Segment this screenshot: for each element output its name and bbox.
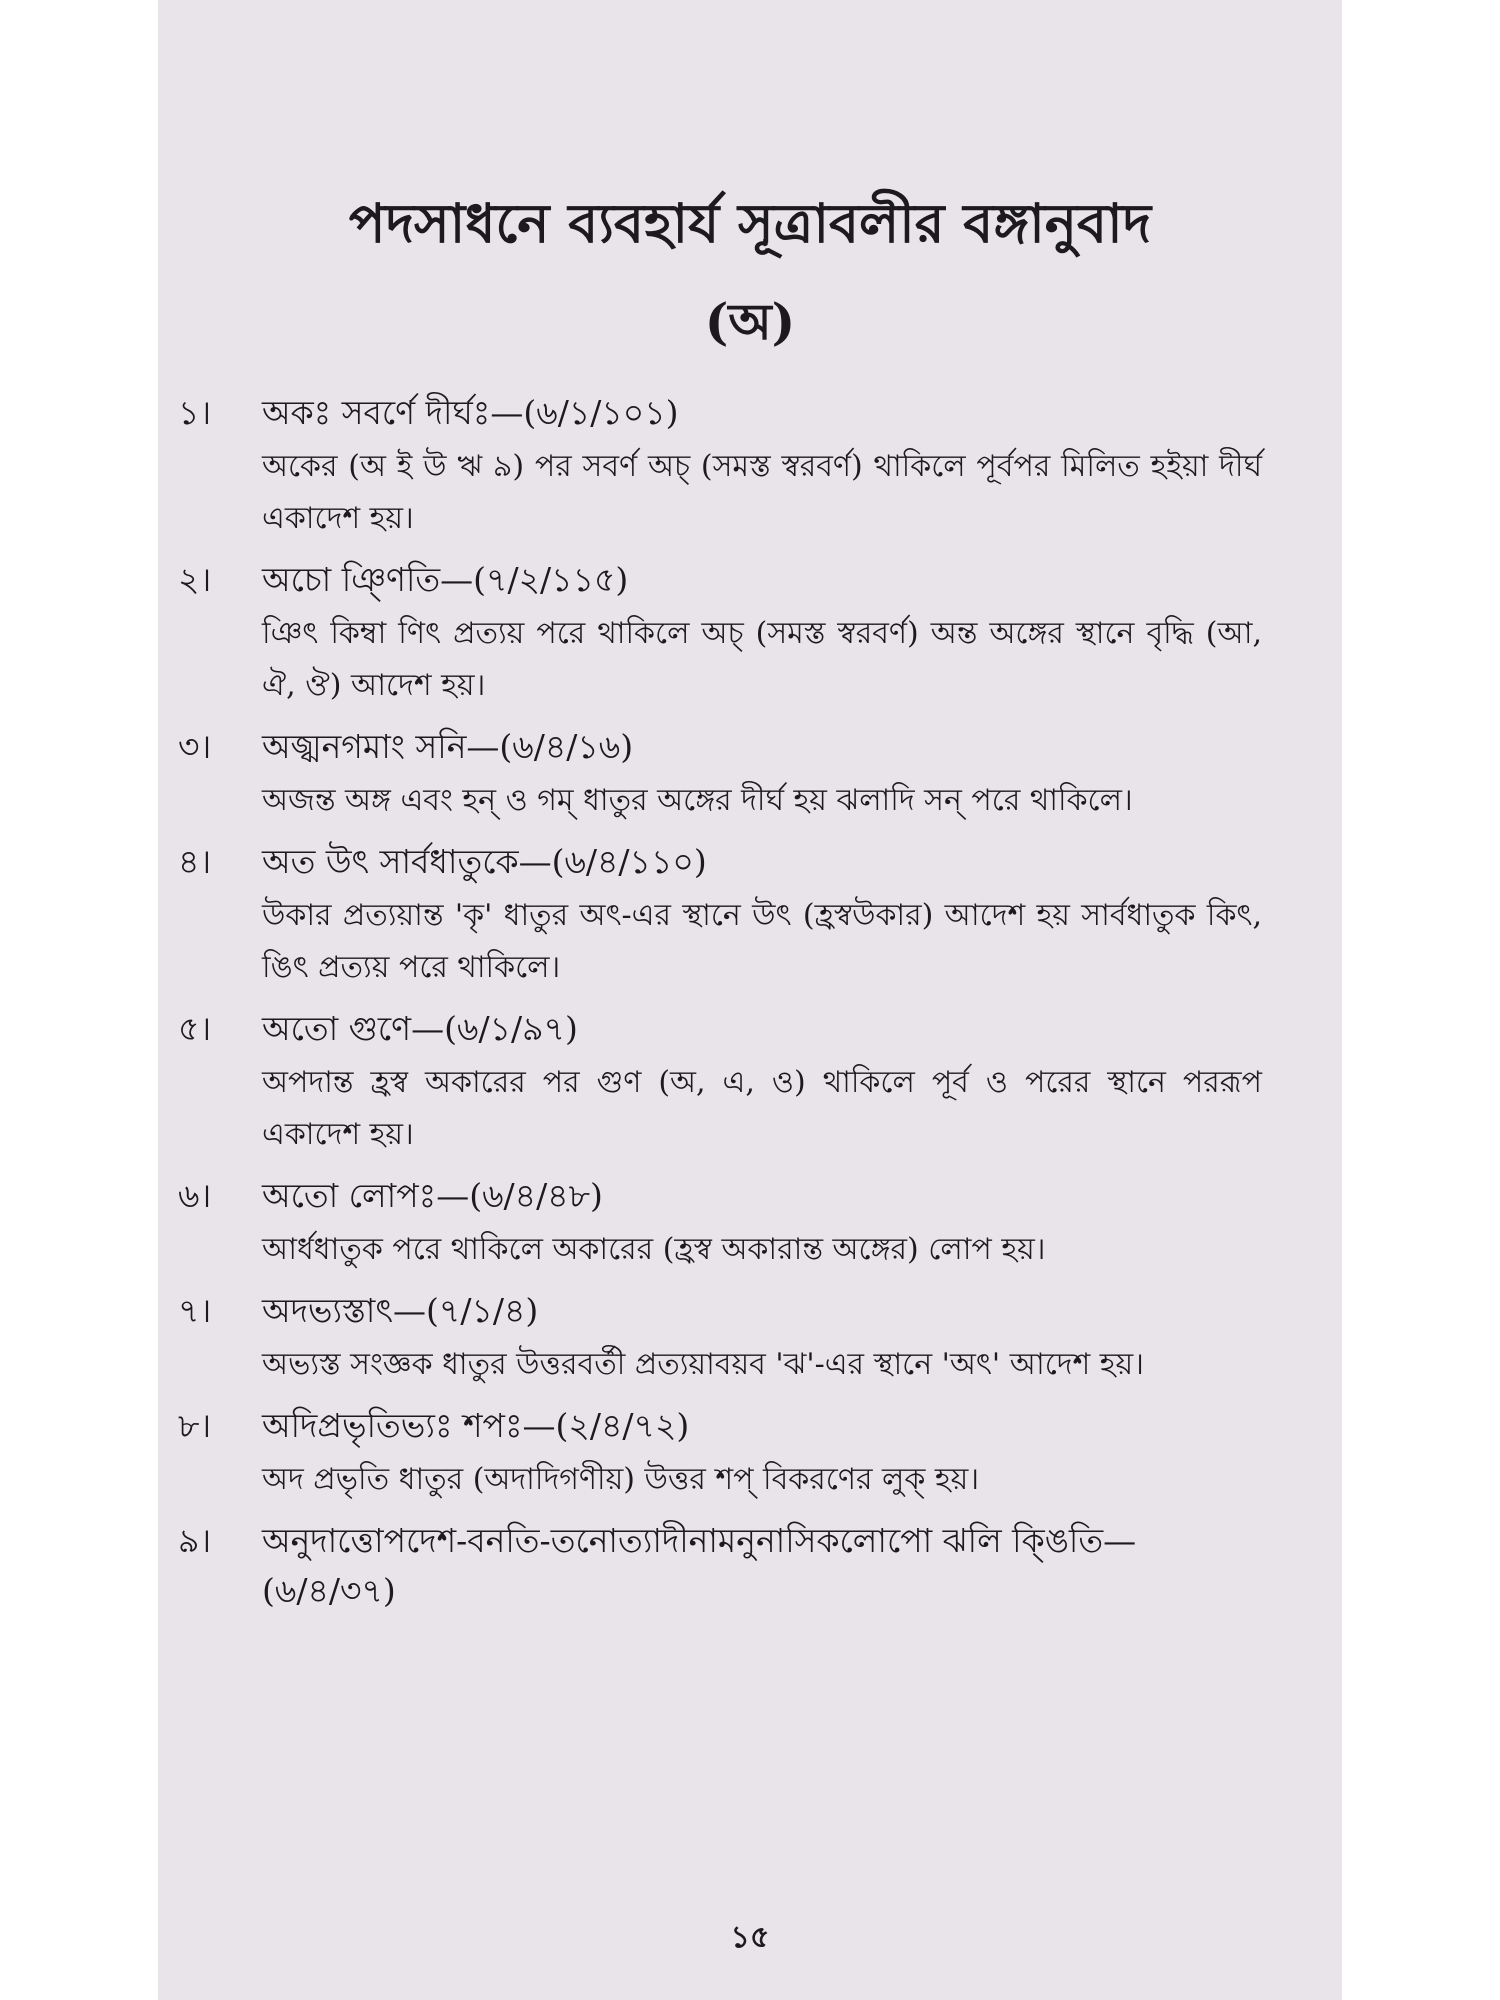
sutra-translation: অকের (অ ই উ ঋ ৯) পর সবর্ণ অচ্ (সমস্ত স্বরবর্ণ) থাকিলে পূর্বপর মিলিত হইয়া দীর্ঘ একাদেশ হয়।	[262, 449, 1262, 536]
sutra-translation: অজন্ত অঙ্গ এবং হন্ ও গম্ ধাতুর অঙ্গের দীর্ঘ হয় ঝলাদি সন্ পরে থাকিলে।	[262, 783, 1133, 818]
sutra-head	[178, 1168, 1262, 1224]
page-title: পদসাধনে ব্যবহার্য সূত্রাবলীর বঙ্গানুবাদ	[348, 191, 1152, 255]
sutra-translation: উকার প্রত্যয়ান্ত 'কৃ' ধাতুর অৎ-এর স্থানে উৎ (হ্রস্বউকার) আদেশ হয় সার্বধাতুক কিৎ, ঙিৎ প্রত্যয় পরে থাকিলে।	[262, 898, 1262, 985]
sutra-number: ২।	[178, 560, 212, 599]
sutra-head	[178, 385, 1262, 441]
sutra-entry	[178, 385, 1262, 545]
sutra-number: ৯।	[178, 1521, 212, 1560]
sutra-entry	[178, 552, 1262, 712]
sutra-head	[178, 1283, 1262, 1339]
section-heading: (অ)	[704, 292, 796, 351]
sutra-translation: ঞিৎ কিম্বা ণিৎ প্রত্যয় পরে থাকিলে অচ্ (সমস্ত স্বরবর্ণ) অন্ত অঙ্গের স্থানে বৃদ্ধি (আ, ঐ, ঔ) আদেশ হয়।	[262, 616, 1262, 703]
sutra-head	[178, 719, 1262, 775]
sutra-number: ৬।	[178, 1176, 212, 1215]
sutra-entry	[178, 719, 1262, 827]
sutra-number: ৫।	[178, 1009, 212, 1048]
sutra-text: অজ্ঝনগমাং সনি—(৬/৪/১৬)	[262, 727, 634, 766]
sutra-text: অতো গুণে—(৬/১/৯৭)	[262, 1009, 578, 1048]
sutra-translation: আর্ধধাতুক পরে থাকিলে অকারের (হ্রস্ব অকারান্ত অঙ্গের) লোপ হয়।	[262, 1232, 1046, 1267]
sutra-entry	[178, 1168, 1262, 1276]
sutra-text: অদিপ্রভৃতিভ্যঃ শপঃ—(২/৪/৭২)	[262, 1406, 690, 1445]
sutra-text: অতো লোপঃ—(৬/৪/৪৮)	[262, 1176, 603, 1215]
sutra-entry	[178, 1283, 1262, 1391]
sutra-number: ১।	[178, 393, 212, 432]
sutra-translation: অভ্যস্ত সংজ্ঞক ধাতুর উত্তরবর্তী প্রত্যয়াবয়ব 'ঝ'-এর স্থানে 'অৎ' আদেশ হয়।	[262, 1347, 1144, 1382]
sutra-translation: অদ প্রভৃতি ধাতুর (অদাদিগণীয়) উত্তর শপ্ বিকরণের লুক্ হয়।	[262, 1462, 980, 1497]
book-page	[158, 0, 1342, 2000]
page-number: ১৫	[730, 1920, 770, 1955]
sutra-number: ৮।	[178, 1406, 212, 1445]
sutra-entry	[178, 1001, 1262, 1161]
sutra-text: অনুদাত্তোপদেশ-বনতি-তনোত্যাদীনামনুনাসিকলোপো ঝলি ক্ঙিতি—(৬/৪/৩৭)	[262, 1521, 1137, 1610]
sutra-head	[178, 1513, 1262, 1616]
sutra-number: ৩।	[178, 727, 212, 766]
sutra-translation: অপদান্ত হ্রস্ব অকারের পর গুণ (অ, এ, ও) থাকিলে পূর্ব ও পরের স্থানে পররূপ একাদেশ হয়।	[262, 1065, 1262, 1152]
sutra-text: অত উৎ সার্বধাতুকে—(৬/৪/১১০)	[262, 842, 707, 881]
sutra-number: ৪।	[178, 842, 212, 881]
sutra-head	[178, 1398, 1262, 1454]
sutra-text: অচো ঞ্ণিতি—(৭/২/১১৫)	[262, 560, 629, 599]
sutra-number: ৭।	[178, 1291, 212, 1330]
sutra-head	[178, 1001, 1262, 1057]
sutra-entry	[178, 834, 1262, 994]
sutra-text: অদভ্যস্তাৎ—(৭/১/৪)	[262, 1291, 539, 1330]
sutra-entry	[178, 1513, 1262, 1616]
sutra-entry	[178, 1398, 1262, 1506]
sutra-text: অকঃ সবর্ণে দীর্ঘঃ—(৬/১/১০১)	[262, 393, 679, 432]
sutra-head	[178, 834, 1262, 890]
sutra-list	[178, 385, 1262, 1623]
sutra-head	[178, 552, 1262, 608]
